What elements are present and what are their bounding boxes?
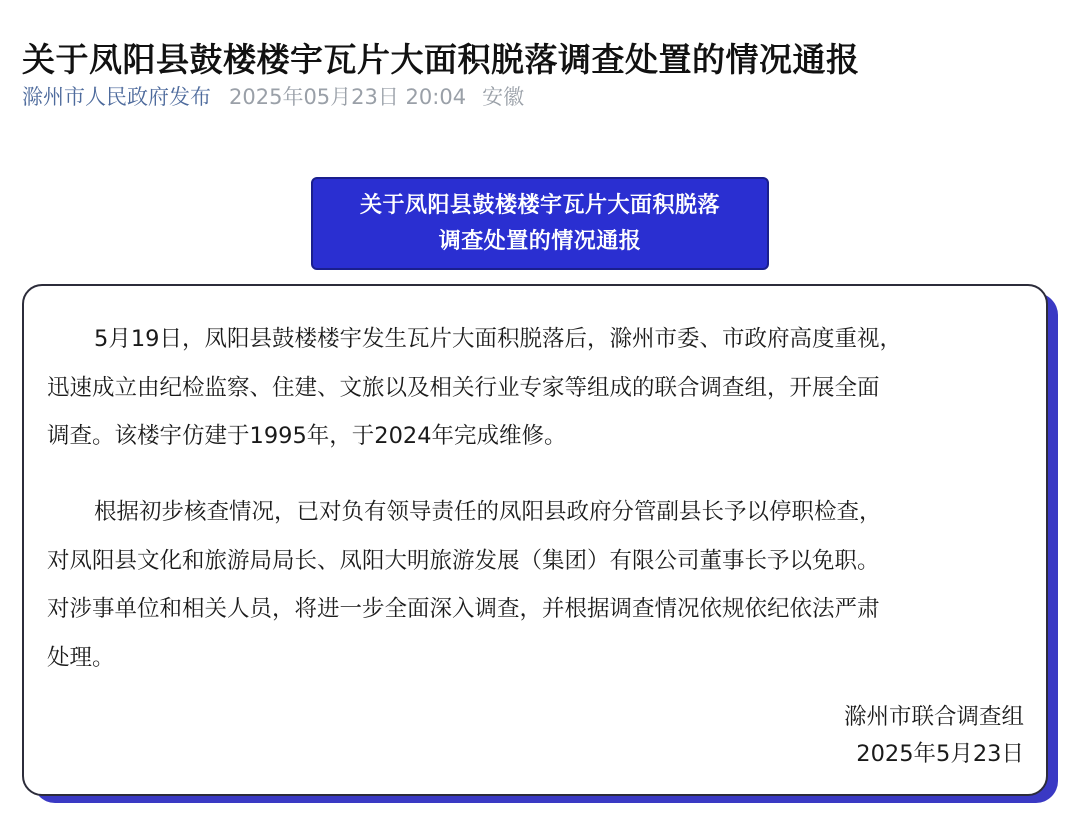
notice-heading-line: 关于凤阳县鼓楼楼宇瓦片大面积脱落 xyxy=(359,193,720,218)
notice-paragraph-1 xyxy=(47,315,1032,461)
paragraph-line: 调查。该楼宇仿建于1995年，于2024年完成维修。 xyxy=(47,423,567,449)
signature-date: 2025年5月23日 xyxy=(856,741,1024,767)
paragraph-line: 对涉事单位和相关人员，将进一步全面深入调查，并根据调查情况依规依纪依法严肃 xyxy=(47,596,880,622)
paragraph-line: 5月19日，凤阳县鼓楼楼宇发生瓦片大面积脱落后，滁州市委、市政府高度重视， xyxy=(94,326,902,352)
publish-time: 2025年05月23日 20:04 xyxy=(229,85,467,109)
region-label: 安徽 xyxy=(482,85,525,109)
paragraph-line: 对凤阳县文化和旅游局局长、凤阳大明旅游发展（集团）有限公司董事长予以免职。 xyxy=(47,547,880,574)
notice-paragraph-2 xyxy=(47,488,1032,682)
notice-heading-line: 调查处置的情况通报 xyxy=(438,229,642,254)
signature-org: 滁州市联合调查组 xyxy=(843,704,1024,730)
article-meta xyxy=(22,80,524,114)
paragraph-line: 处理。 xyxy=(47,644,115,671)
paragraph-line: 迅速成立由纪检监察、住建、文旅以及相关行业专家等组成的联合调查组，开展全面 xyxy=(47,374,880,401)
source-link[interactable]: 滁州市人民政府发布 xyxy=(22,85,211,109)
notice-heading xyxy=(311,177,769,270)
paragraph-line: 根据初步核查情况，已对负有领导责任的凤阳县政府分管副县长予以停职检查， xyxy=(94,499,882,525)
page-title: 关于凤阳县鼓楼楼宇瓦片大面积脱落调查处置的情况通报 xyxy=(22,40,860,80)
